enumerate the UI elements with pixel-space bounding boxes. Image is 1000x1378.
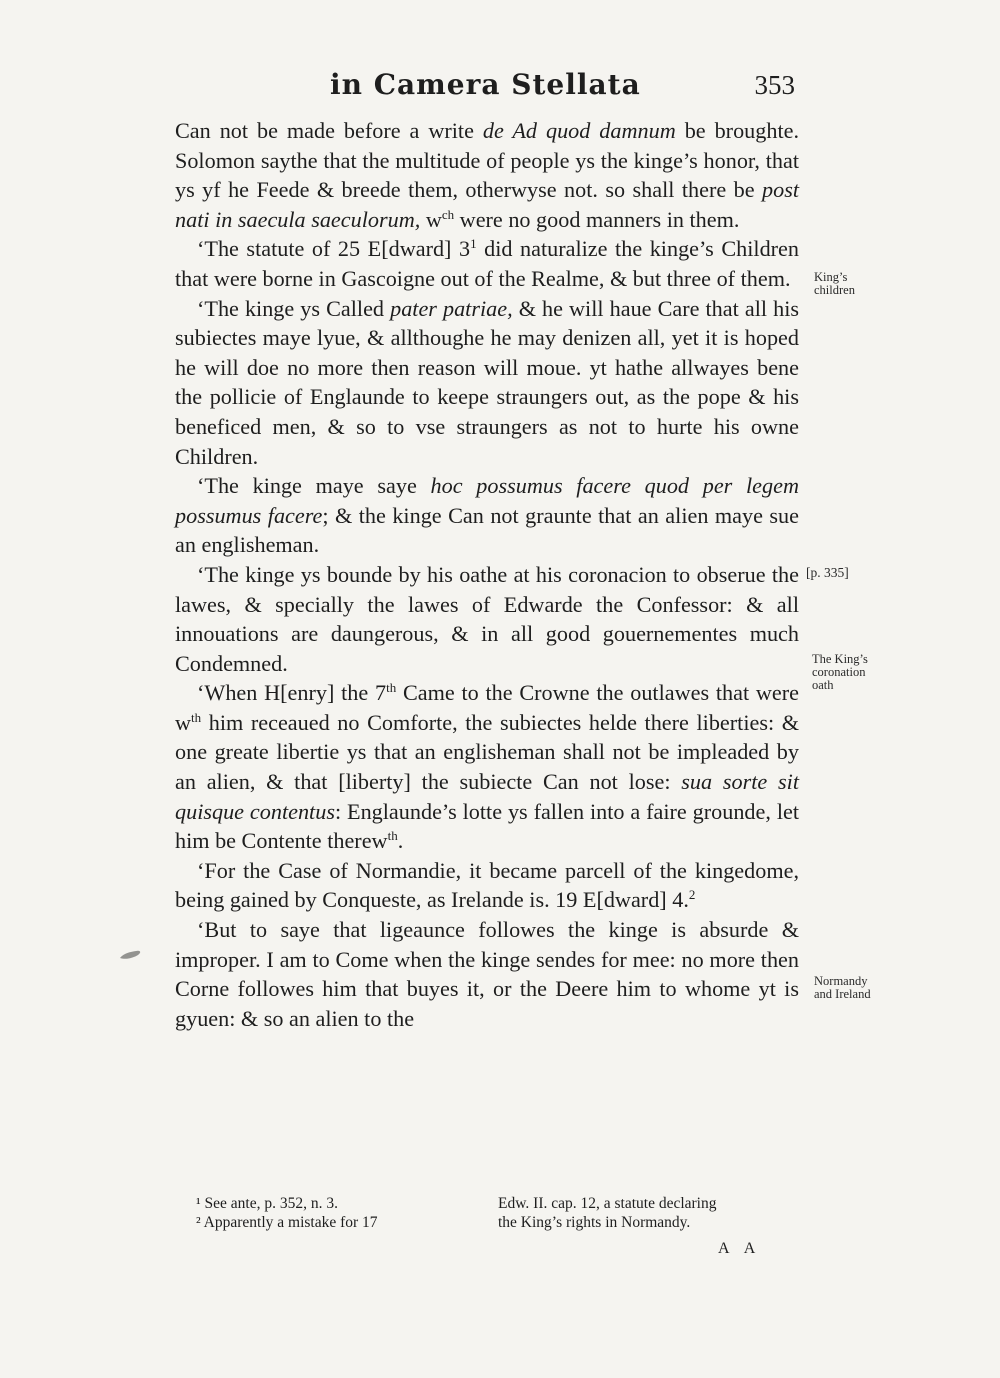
marginal-note-page-ref [806,566,849,579]
superscript: th [191,709,202,725]
marginal-line: King’s [814,270,848,284]
footnotes-right-column [498,1194,818,1232]
footnote-line: the King’s rights in Normandy. [498,1214,691,1231]
italic-phrase: de Ad quod damnum [482,118,676,143]
superscript: 1 [470,236,477,252]
marginal-line: and Ireland [814,987,871,1001]
marginal-note-kings-children [814,271,855,297]
marginal-line: children [814,283,855,297]
marginal-note-coronation-oath [812,653,868,692]
footnote-line: ¹ See ante, p. 352, n. 3. [196,1195,338,1212]
marginal-line: The King’s [812,652,868,666]
paragraph: ‘When H[enry] the 7th Came to the Crowne the outlawes that were $w^{th}$ him receaued no Comforte, the subiectes helde there liberties: & one greate libertie ys that an englisheman shall not be impleaded by an alien, & that [liberty] the subiecte Can not lose: sua sorte sit quisque contentus: Englaunde’s lotte ys fallen into a faire grounde, let him be Contente therew$^{th}$. [175,680,799,854]
superscript: th [386,680,397,696]
footnote-line: ² Apparently a mistake for 17 [196,1214,378,1231]
italic-phrase: sua sorte sit quisque contentus [175,769,799,824]
marginal-line: oath [812,678,834,692]
paragraph: ‘The statute of 25 E[dward] $3^1$ did naturalize the kinge’s Children that were borne in Gascoigne out of the Realme, & but three of them. [175,236,799,291]
footnote-line: Edw. II. cap. 12, a statute declaring [498,1195,717,1212]
signature-mark: A A [718,1240,762,1257]
paragraph: ‘The kinge ys Called pater patriae, & he will haue Care that all his subiectes maye lyue, & allthoughe he may denizen all, yet it is hoped he will doe no more then reason will moue. yt hathe allwayes bene the pollicie of Englaunde to keepe straungers out, as the pope & his beneficed men, & so to vse straungers as not to hurte his owne Children. [175,295,799,469]
paragraph: Can not be made before a write de Ad quod damnum be broughte. Solomon saythe that the multitude of people ys the kinge’s honor, that ys yf he Feede & breede them, otherwyse not. so shall there be post nati in saecula saeculorum, $w^{ch}$ were no good manners in them. [175,118,800,232]
page-number: 353 [754,70,795,100]
italic-phrase: hoc possumus facere quod per legem possumus facere [175,473,799,528]
italic-phrase: pater patriae, [390,295,513,321]
marginal-line: coronation [812,665,866,679]
page-header [175,68,795,108]
paragraph: ‘The kinge ys bounde by his oathe at his coronacion to obserue the lawes, & specially the lawes of Edwarde the Confessor: & all innouations are daungerous, & in all good gouernementes much Condemned. [175,561,799,676]
body-text [175,116,799,1033]
running-title: in Camera Stellata [330,68,641,101]
paragraph: ‘For the Case of Normandie, it became parcell of the kingedome, being gained by Conqueste, as Irelande is. 19 E[dward] 4.$^2$ [175,857,799,913]
paragraph: ‘But to saye that ligeaunce followes the kinge is absurde & improper. I am to Come when the kinge sendes for mee: no more then Corne followes him that buyes it, or the Deere him to whome yt is gyuen: & so an alien to the [175,917,799,1031]
marginal-note-normandy-ireland [814,975,871,1001]
paragraph: ‘The kinge maye saye hoc possumus facere quod per legem possumus facere; & the kinge Can not graunte that an alien maye sue an englisheman. [175,473,799,558]
ink-smudge [118,948,144,962]
superscript: th [387,828,398,844]
italic-phrase: post nati in saecula saeculorum, [175,177,799,232]
marginal-line: [p. 335] [806,565,849,580]
footnotes-left-column [196,1194,481,1232]
superscript: 2 [688,887,696,903]
superscript: ch [441,206,455,222]
marginal-line: Normandy [814,974,868,988]
